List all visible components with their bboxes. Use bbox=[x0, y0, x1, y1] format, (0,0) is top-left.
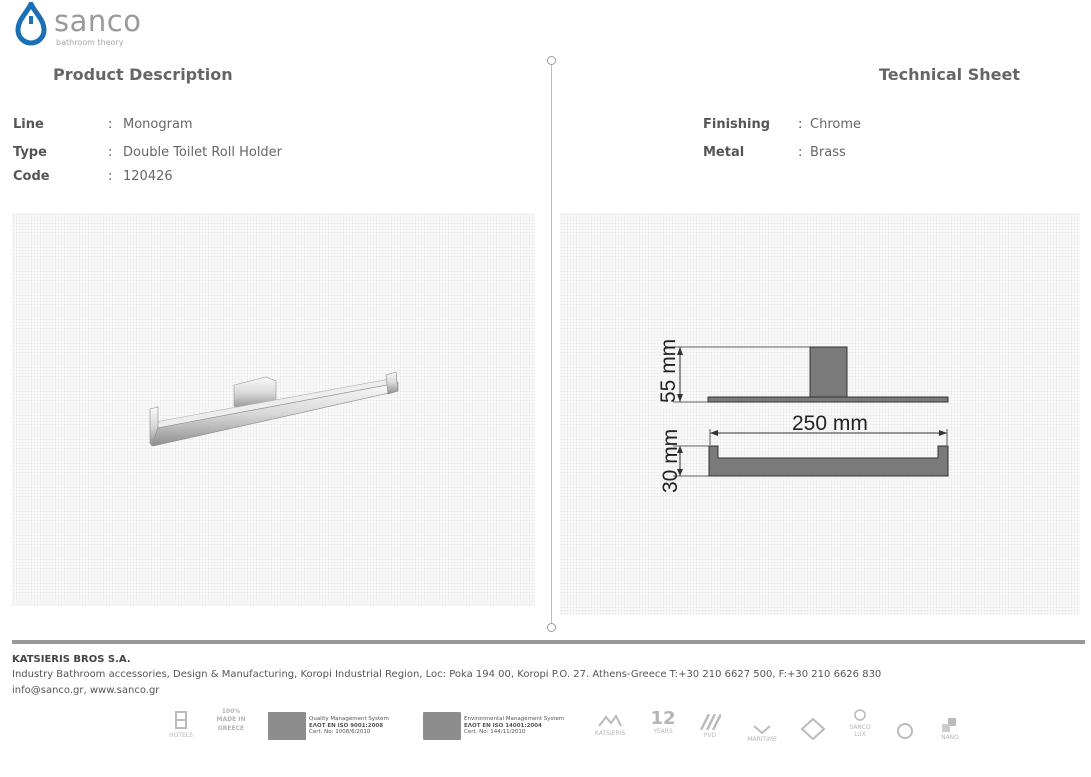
maritime-icon bbox=[753, 724, 771, 734]
footer-rule bbox=[12, 640, 1085, 644]
column-divider bbox=[551, 60, 552, 628]
spec-value: Monogram bbox=[123, 117, 193, 132]
sanco-lux-badge: SANCO LUX bbox=[845, 708, 875, 738]
circle-icon bbox=[896, 722, 914, 740]
spec-label: Code bbox=[13, 169, 50, 184]
dimension-drawing bbox=[560, 213, 1080, 615]
spec-label: Type bbox=[13, 145, 47, 160]
katsieris-icon bbox=[597, 714, 623, 728]
spec-label: Metal bbox=[703, 145, 745, 160]
years-badge: 12 YEARS bbox=[650, 708, 676, 735]
hotel-icon bbox=[171, 710, 191, 730]
spec-value: 120426 bbox=[123, 169, 173, 184]
spec-label: Line bbox=[13, 117, 44, 132]
spec-colon: : bbox=[798, 145, 803, 160]
toilet-roll-holder-image bbox=[12, 213, 535, 606]
ems-certificate: Environmental Management System ΕΛΟΤ EN ISO 14001:2004 Cert. No: 144/11/2010 bbox=[464, 716, 565, 736]
pvd-icon bbox=[699, 714, 721, 730]
certifications-row bbox=[160, 708, 980, 753]
nano-badge: NANO bbox=[936, 718, 964, 741]
water-drop-icon bbox=[12, 2, 50, 46]
spec-colon: : bbox=[108, 117, 113, 132]
height-top-label: 55 mm bbox=[657, 338, 680, 403]
divider-top-dot bbox=[547, 56, 556, 65]
katsieris-badge: KATSIERIS bbox=[590, 714, 630, 737]
brand-name: sanco bbox=[54, 4, 142, 38]
eurocert-qms-logo bbox=[268, 712, 306, 740]
divider-bottom-dot bbox=[547, 623, 556, 632]
width-label: 250 mm bbox=[792, 412, 868, 435]
company-name: KATSIERIS BROS S.A. bbox=[12, 654, 131, 665]
qms-certificate: Quality Management System ΕΛΟΤ EN ISO 9001:2008 Cert. No: 1008/6/2010 bbox=[309, 716, 389, 736]
pvd-badge: PVD bbox=[696, 714, 724, 739]
made-in-greece-badge: 100% MADE IN GREECE bbox=[216, 708, 246, 732]
height-bottom-label: 30 mm bbox=[659, 428, 682, 493]
nano-icon bbox=[942, 718, 958, 732]
spec-value: Brass bbox=[810, 145, 846, 160]
spec-value: Chrome bbox=[810, 117, 861, 132]
diamond-icon bbox=[801, 718, 825, 740]
hotels-badge: HOTELS bbox=[166, 710, 196, 739]
eurocert-ems-logo bbox=[423, 712, 461, 740]
brand-tagline: bathroom theory bbox=[56, 38, 124, 47]
spec-colon: : bbox=[798, 117, 803, 132]
circle-badge bbox=[894, 722, 916, 742]
sanco-logo[interactable] bbox=[12, 2, 152, 48]
lightbulb-icon bbox=[851, 708, 869, 722]
spec-colon: : bbox=[108, 145, 113, 160]
maritime-badge: MARITIME bbox=[744, 724, 780, 743]
technical-drawing-panel bbox=[560, 213, 1080, 615]
product-image-panel bbox=[12, 213, 535, 606]
diamond-badge bbox=[800, 718, 826, 742]
spec-label: Finishing bbox=[703, 117, 771, 132]
company-contact[interactable]: info@sanco.gr, www.sanco.gr bbox=[12, 685, 160, 696]
technical-sheet-title: Technical Sheet bbox=[879, 65, 1020, 84]
spec-colon: : bbox=[108, 169, 113, 184]
spec-value: Double Toilet Roll Holder bbox=[123, 145, 283, 160]
company-address: Industry Bathroom accessories, Design & Manufacturing, Koropi Industrial Region, Loc: Poka 194 00, Koropi P.O. 27. Athens-Greece T:+30 210 6627 500, F:+30 210 6626 830 bbox=[12, 669, 882, 680]
product-description-title: Product Description bbox=[53, 65, 233, 84]
